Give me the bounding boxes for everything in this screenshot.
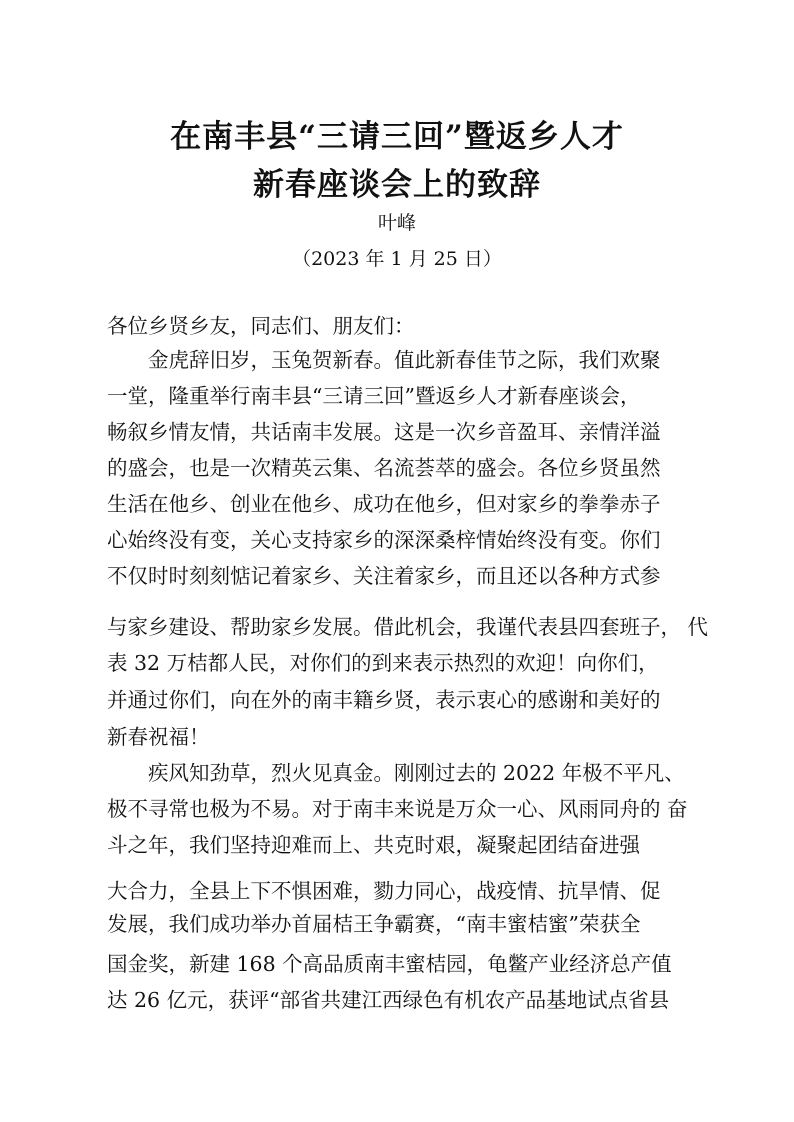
body-line: 达 26 亿元，获评“部省共建江西绿色有机农产品基地试点省县 (107, 988, 670, 1012)
body-line: 新春祝福！ (107, 725, 210, 749)
document-title-line-2: 新春座谈会上的致辞 (253, 167, 541, 203)
body-line: 国金奖，新建 168 个高品质南丰蜜桔园，龟鳖产业经济总产值 (107, 952, 672, 976)
body-line: 疾风知劲草，烈火见真金。刚刚过去的 2022 年极不平凡、 (148, 761, 685, 785)
body-line: 大合力，全县上下不惧困难，勠力同心，战疫情、抗旱情、促 (107, 879, 661, 903)
body-line: 的盛会，也是一次精英云集、名流荟萃的盛会。各位乡贤虽然 (107, 456, 661, 480)
speech-date: （2023 年 1 月 25 日） (292, 248, 502, 270)
body-line: 与家乡建设、帮助家乡发展。借此机会，我谨代表县四套班子， 代 (107, 615, 709, 639)
salutation-line: 各位乡贤乡友，同志们、朋友们： (107, 314, 415, 338)
body-line: 极不寻常也极为不易。对于南丰来说是万众一心、风雨同舟的 奋 (107, 797, 688, 821)
body-line: 生活在他乡、创业在他乡、成功在他乡，但对家乡的拳拳赤子 (107, 492, 661, 516)
body-line: 发展，我们成功举办首届桔王争霸赛，“南丰蜜桔蜜”荣获全 (107, 912, 641, 936)
document-title-line-1: 在南丰县“三请三回”暨返乡人才 (170, 119, 624, 155)
body-line: 畅叙乡情友情，共话南丰发展。这是一次乡音盈耳、亲情洋溢 (107, 420, 661, 444)
author-name: 叶峰 (377, 212, 416, 234)
body-line: 斗之年，我们坚持迎难而上、共克时艰，凝聚起团结奋进强 (107, 833, 640, 857)
body-line: 一堂，隆重举行南丰县“三请三回”暨返乡人才新春座谈会， (107, 384, 641, 408)
body-line: 金虎辞旧岁，玉兔贺新春。值此新春佳节之际，我们欢聚 (148, 348, 661, 372)
body-line: 心始终没有变，关心支持家乡的深深桑梓情始终没有变。你们 (107, 528, 661, 552)
body-line: 并通过你们，向在外的南丰籍乡贤，表示衷心的感谢和美好的 (107, 688, 661, 712)
body-line: 不仅时时刻刻惦记着家乡、关注着家乡，而且还以各种方式参 (107, 564, 661, 588)
body-line: 表 32 万桔都人民，对你们的到来表示热烈的欢迎！向你们， (107, 651, 659, 675)
